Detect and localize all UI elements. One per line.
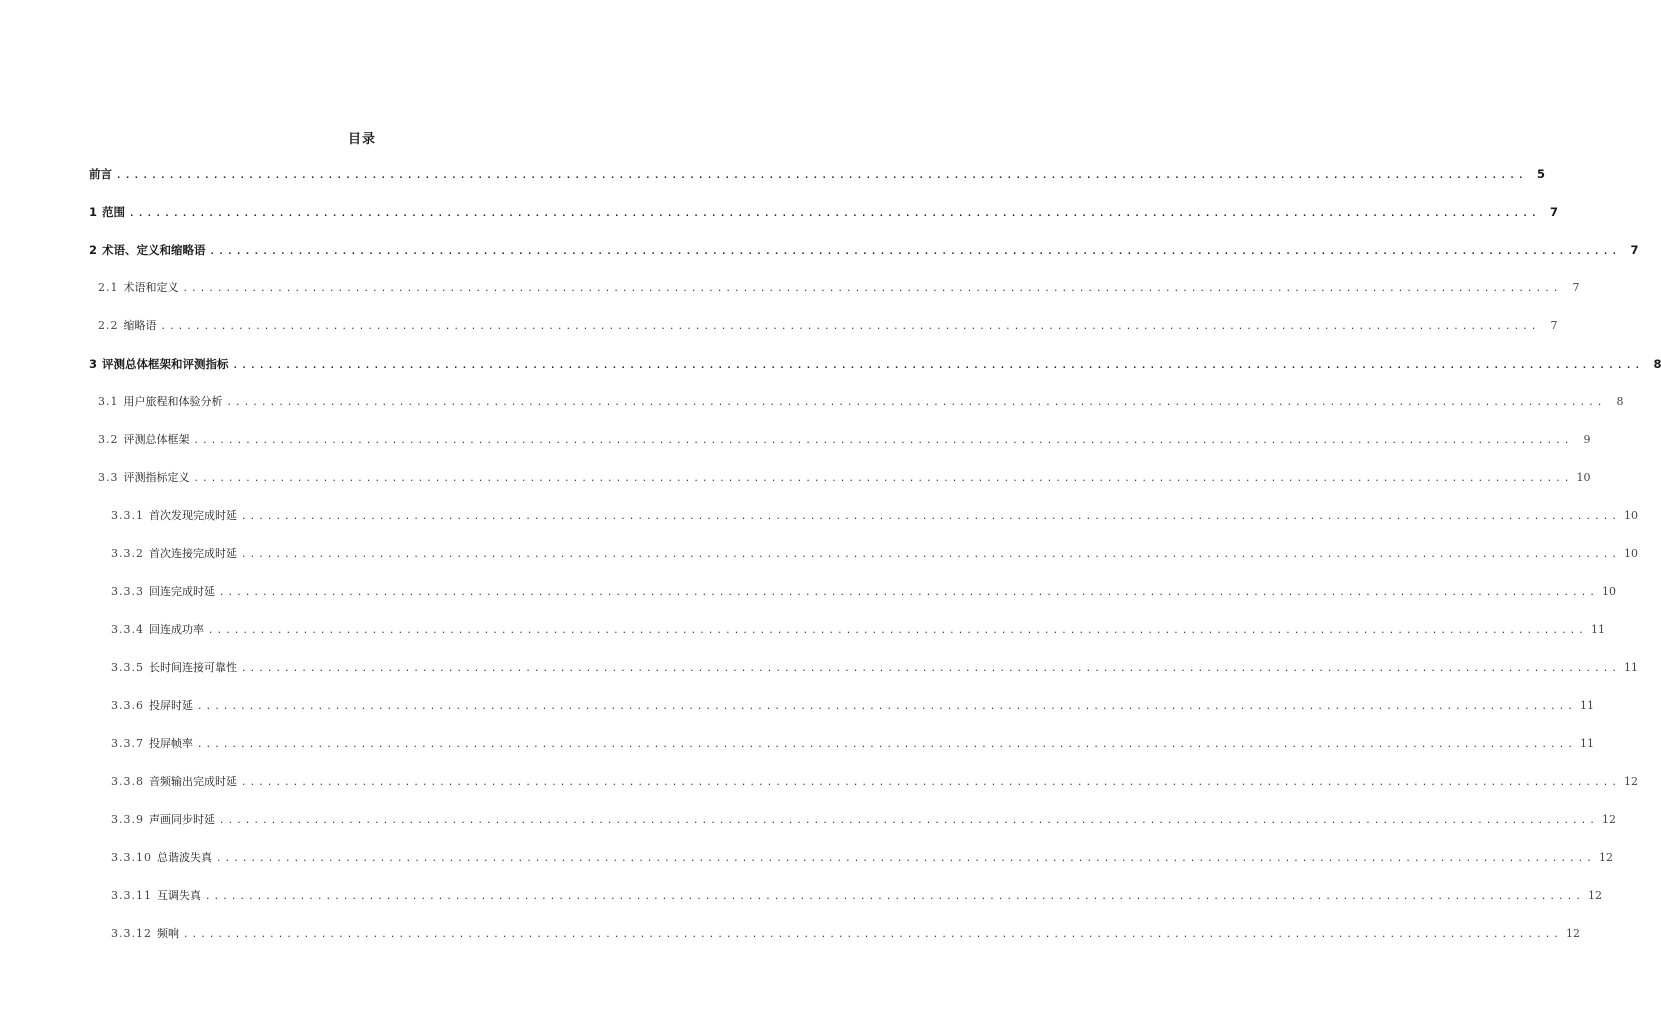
toc-entry-text: 声画同步时延 (149, 813, 215, 826)
toc-page-number: 11 (1579, 737, 1594, 750)
toc-entry-link[interactable] (0, 354, 1661, 392)
toc-page-number: 12 (1598, 851, 1613, 864)
toc-entry-number: 3.3.5 (111, 661, 144, 674)
toc-dot-leader: ................................................................................................................................................................ (193, 436, 1573, 446)
toc-entry-number: 2.2 (98, 319, 119, 332)
toc-entry-link[interactable] (0, 544, 1638, 582)
toc-dot-leader: ................................................................................................................................................................ (241, 512, 1620, 522)
toc-entry-number: 1 (89, 205, 98, 219)
toc-entry-link[interactable] (0, 240, 1639, 278)
toc-item (0, 240, 1639, 278)
toc-item (0, 582, 1616, 620)
toc-dot-leader: ................................................................................................................................................................ (182, 284, 1562, 294)
toc-item (0, 772, 1638, 810)
toc-entry-number: 3.2 (98, 433, 119, 446)
toc-dot-leader: ................................................................................................................................................................ (232, 361, 1644, 371)
toc-entry-text: 术语和定义 (123, 281, 179, 294)
toc-entry-text: 回连成功率 (149, 623, 204, 636)
toc-entry-link[interactable] (0, 658, 1638, 696)
toc-entry-number: 3.3.2 (111, 547, 144, 560)
toc-entry-text: 前言 (89, 167, 112, 181)
toc-page-number: 8 (1653, 357, 1661, 371)
toc-entry-number: 2 (89, 243, 98, 257)
toc-entry-link[interactable] (0, 734, 1594, 772)
toc-dot-leader: ................................................................................................................................................................ (219, 588, 1598, 598)
toc-dot-leader: ................................................................................................................................................................ (197, 702, 1576, 712)
toc-entry-text: 投屏帧率 (149, 737, 193, 750)
toc-entry-text: 总谐波失真 (157, 851, 212, 864)
toc-page-number: 12 (1601, 813, 1616, 826)
toc-entry-link[interactable] (0, 430, 1591, 468)
toc-item (0, 202, 1558, 240)
toc-entry-number: 3.3.3 (111, 585, 144, 598)
toc-list (0, 164, 1661, 962)
toc-item (0, 354, 1661, 392)
toc-title: 目录 (347, 132, 376, 147)
toc-entry-text: 用户旅程和体验分析 (123, 395, 223, 408)
toc-entry-number: 3.3.4 (111, 623, 144, 636)
toc-entry-number: 3.3.9 (111, 813, 144, 826)
toc-item (0, 658, 1638, 696)
toc-entry-link[interactable] (0, 202, 1558, 240)
toc-page-number: 11 (1623, 661, 1638, 674)
toc-entry-text: 首次连接完成时延 (149, 547, 237, 560)
toc-entry-link[interactable] (0, 392, 1624, 430)
toc-entry-text: 长时间连接可靠性 (149, 661, 237, 674)
toc-entry-number: 3.3.1 (111, 509, 144, 522)
toc-entry-text: 频响 (157, 927, 179, 940)
toc-entry-link[interactable] (0, 468, 1591, 506)
toc-entry-link[interactable] (0, 278, 1580, 316)
toc-item (0, 468, 1591, 506)
toc-dot-leader: ................................................................................................................................................................ (208, 626, 1587, 636)
toc-page-number: 12 (1565, 927, 1580, 940)
toc-dot-leader: ................................................................................................................................................................ (193, 474, 1573, 484)
toc-item (0, 316, 1558, 354)
toc-entry-text: 术语、定义和缩略语 (102, 243, 206, 257)
toc-page-number: 10 (1576, 471, 1591, 484)
toc-entry-link[interactable] (0, 772, 1638, 810)
toc-page-number: 7 (1572, 281, 1580, 294)
toc-entry-link[interactable] (0, 924, 1580, 962)
toc-page-number: 10 (1623, 509, 1638, 522)
toc-page-number: 5 (1536, 167, 1545, 181)
toc-entry-link[interactable] (0, 696, 1594, 734)
toc-dot-leader: ................................................................................................................................................................ (160, 322, 1540, 332)
toc-entry-link[interactable] (0, 848, 1613, 886)
toc-page-number: 12 (1587, 889, 1602, 902)
toc-page-number: 9 (1583, 433, 1591, 446)
toc-entry-text: 评测指标定义 (123, 471, 190, 484)
toc-entry-text: 回连完成时延 (149, 585, 215, 598)
toc-entry-link[interactable] (0, 506, 1638, 544)
toc-page-number: 11 (1579, 699, 1594, 712)
toc-dot-leader: ................................................................................................................................................................ (205, 892, 1584, 902)
toc-item (0, 278, 1580, 316)
toc-page-number: 7 (1630, 243, 1639, 257)
toc-dot-leader: ................................................................................................................................................................ (209, 247, 1621, 257)
toc-entry-text: 互调失真 (157, 889, 201, 902)
toc-entry-number: 3.1 (98, 395, 119, 408)
toc-item (0, 544, 1638, 582)
toc-dot-leader: ................................................................................................................................................................ (183, 930, 1562, 940)
toc-entry-number: 3.3.7 (111, 737, 144, 750)
toc-item (0, 810, 1616, 848)
toc-item (0, 924, 1580, 962)
toc-item (0, 848, 1613, 886)
toc-entry-text: 缩略语 (123, 319, 157, 332)
toc-dot-leader: ................................................................................................................................................................ (129, 209, 1540, 219)
toc-entry-text: 首次发现完成时延 (149, 509, 237, 522)
toc-entry-link[interactable] (0, 810, 1616, 848)
toc-entry-text: 投屏时延 (149, 699, 193, 712)
toc-page-number: 10 (1601, 585, 1616, 598)
toc-item (0, 886, 1602, 924)
toc-item (0, 620, 1605, 658)
toc-entry-number: 3.3.12 (111, 927, 152, 940)
toc-entry-number: 3.3.10 (111, 851, 152, 864)
toc-item (0, 430, 1591, 468)
toc-item (0, 734, 1594, 772)
toc-page-number: 10 (1623, 547, 1638, 560)
toc-dot-leader: ................................................................................................................................................................ (116, 171, 1527, 181)
toc-item (0, 506, 1638, 544)
toc-page-number: 7 (1549, 205, 1558, 219)
toc-entry-number: 3 (89, 357, 98, 371)
toc-dot-leader: ................................................................................................................................................................ (219, 816, 1598, 826)
toc-entry-number: 3.3.6 (111, 699, 144, 712)
toc-entry-link[interactable] (0, 620, 1605, 658)
toc-entry-link[interactable] (0, 164, 1545, 202)
toc-page-number: 7 (1550, 319, 1558, 332)
toc-entry-link[interactable] (0, 886, 1602, 924)
toc-entry-text: 评测总体框架和评测指标 (102, 357, 229, 371)
toc-entry-link[interactable] (0, 582, 1616, 620)
toc-dot-leader: ................................................................................................................................................................ (241, 550, 1620, 560)
toc-dot-leader: ................................................................................................................................................................ (241, 778, 1620, 788)
toc-entry-number: 3.3.8 (111, 775, 144, 788)
toc-entry-text: 音频输出完成时延 (149, 775, 237, 788)
toc-dot-leader: ................................................................................................................................................................ (226, 398, 1606, 408)
toc-page-number: 12 (1623, 775, 1638, 788)
toc-entry-number: 2.1 (98, 281, 119, 294)
toc-item (0, 164, 1545, 202)
toc-dot-leader: ................................................................................................................................................................ (197, 740, 1576, 750)
toc-dot-leader: ................................................................................................................................................................ (241, 664, 1620, 674)
toc-item (0, 696, 1594, 734)
toc-page-number: 11 (1590, 623, 1605, 636)
toc-page-number: 8 (1616, 395, 1624, 408)
toc-entry-number: 3.3.11 (111, 889, 152, 902)
toc-dot-leader: ................................................................................................................................................................ (216, 854, 1595, 864)
toc-entry-text: 范围 (102, 205, 126, 219)
toc-entry-link[interactable] (0, 316, 1558, 354)
toc-item (0, 392, 1624, 430)
toc-entry-number: 3.3 (98, 471, 119, 484)
toc-entry-text: 评测总体框架 (123, 433, 190, 446)
